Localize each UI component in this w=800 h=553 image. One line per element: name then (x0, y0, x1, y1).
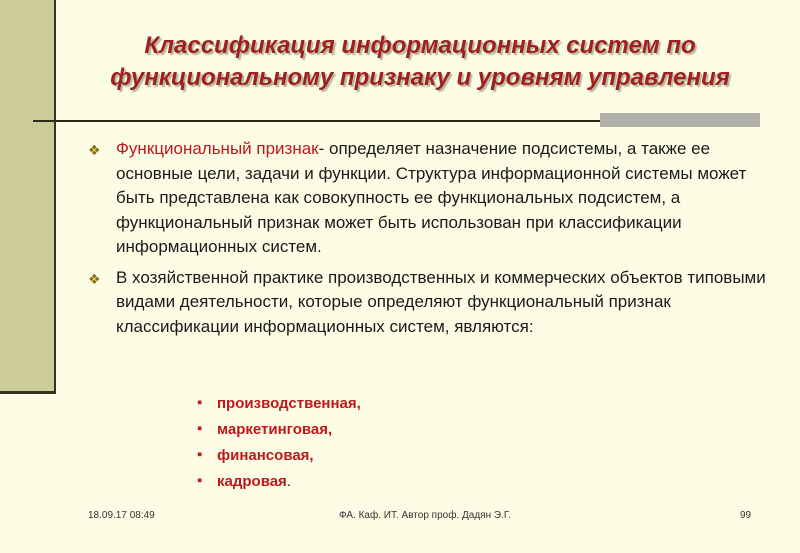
bullet-marker-icon: ❖ (88, 270, 101, 287)
bullet-business-practice (88, 266, 778, 340)
square-bullet-icon: ▪ (197, 420, 203, 437)
list-item: ▪ кадровая. (197, 472, 291, 490)
bullet-functional-feature (88, 137, 778, 260)
bullet-text: В хозяйственной практике производственных и коммерческих объектов типовыми видами деятельности, которые определяют функциональный признак классификации информационных систем, являются: (116, 267, 766, 336)
square-bullet-icon: ▪ (197, 472, 203, 489)
list-item: ▪ маркетинговая, (197, 420, 333, 438)
bullet-marker-icon: ❖ (88, 142, 101, 158)
bullet-text: - определяет назначение подсистемы, а также ее основные цели, задачи и функции. Структура информационной системы может быть представлена как совокупность ее функциональных подсистем, а функциональный признак может быть использован при классификации информационных систем. (116, 139, 747, 256)
left-decor-bar-edge (0, 391, 56, 394)
bullet-list (88, 137, 778, 345)
list-item: ▪ финансовая, (197, 446, 314, 464)
activity-types-list (197, 395, 361, 499)
square-bullet-icon: ▪ (197, 446, 203, 463)
left-decor-bar (0, 0, 56, 393)
footer-date: 18.09.17 08:49 (88, 510, 155, 521)
slide-title: Классификация информационных систем по функциональному признаку и уровням управления (110, 32, 730, 91)
bullet-highlight: Функциональный признак (116, 139, 319, 158)
title-accent-bar (600, 113, 760, 127)
footer-page-number: 99 (740, 510, 752, 521)
footer-author: ФА. Каф. ИТ. Автор проф. Дадян Э.Г. (339, 510, 511, 521)
square-bullet-icon: ▪ (197, 394, 203, 411)
list-item: ▪ производственная, (197, 394, 361, 412)
